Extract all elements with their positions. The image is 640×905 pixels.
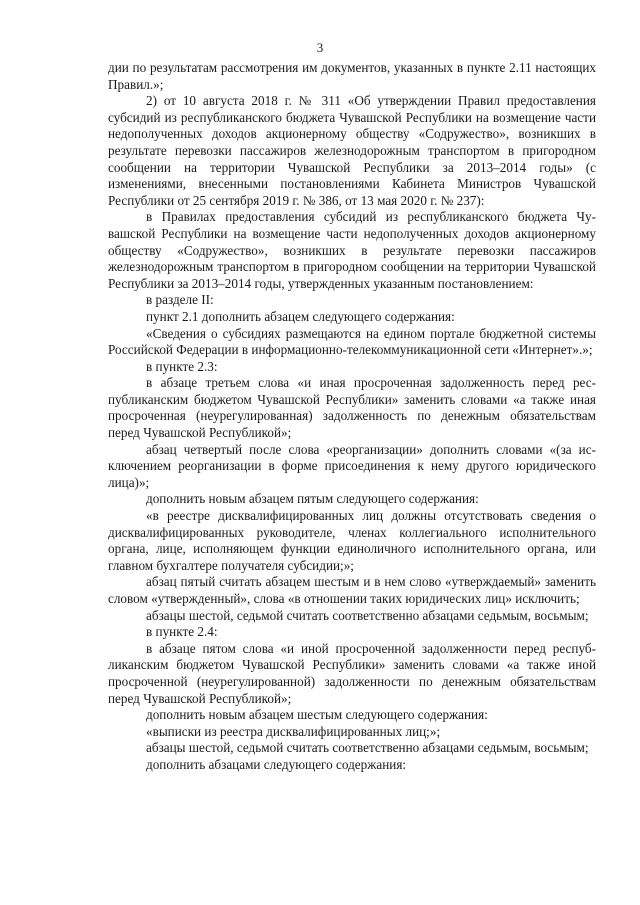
- page-number: 3: [316, 40, 324, 55]
- paragraph: дополнить новым абзацем пятым следующего содержания:: [146, 491, 479, 507]
- paragraph: абзац пятый считать абзацем шестым и в нем слово «утверждаемый» заменить словом «утвержденный», слова «в отношении таких юридических лиц» исключить;: [108, 574, 596, 606]
- paragraph: 2) от 10 августа 2018 г. № 311 «Об утверждении Правил предоставления субсидий из республиканского бюджета Чувашской Республики на возмещение части недополученных доходов акционерному обществу «Содружество», возникших в результате перевозки пассажиров железнодорожным транспортом в пригородном сообщении на территории Чувашской Республики за 2013–2014 годы» (с изменениями, внесенными постановлениями Кабинета Министров Чувашской Республики от 25 сентября 2019 г. № 386, от 13 мая 2020 г. № 237):: [108, 93, 596, 208]
- paragraph: абзац четвертый после слова «реорганизации» дополнить словами «(за исключением реорганизации в форме присоединения к нему другого юридического лица)»;: [108, 441, 596, 490]
- paragraph: в пункте 2.3:: [146, 358, 218, 374]
- paragraph: в абзаце пятом слова «и иной просроченной задолженности перед республиканским бюджетом Чувашской Республики» заменить словами «а также иной просроченной (неурегулированной) задолженности по денежным обязательствам перед Чувашской Республикой»;: [108, 640, 596, 706]
- paragraph: «выписки из реестра дисквалифицированных лиц;»;: [146, 723, 441, 739]
- document-body: [108, 60, 596, 774]
- paragraph: дополнить новым абзацем шестым следующего содержания:: [146, 707, 488, 723]
- paragraph: абзацы шестой, седьмой считать соответственно абзацами седьмым, восьмым;: [146, 607, 589, 623]
- paragraph: «в реестре дисквалифицированных лиц должны отсутствовать сведения о дисквалифицированных руководителе, членах коллегиального исполнительного органа, лице, исполняющем функции единоличного исполнительного органа, или главном бухгалтере получателя субсидии;»;: [108, 508, 596, 573]
- paragraph: дии по результатам рассмотрения им документов, указанных в пункте 2.11 настоящих Правил.»;: [108, 60, 596, 92]
- paragraph: абзацы шестой, седьмой считать соответственно абзацами седьмым, восьмым;: [146, 740, 589, 756]
- paragraph: пункт 2.1 дополнить абзацем следующего содержания:: [146, 308, 455, 324]
- paragraph: дополнить абзацами следующего содержания:: [146, 756, 407, 772]
- paragraph: в Правилах предоставления субсидий из республиканского бюджета Чувашской Республики на возмещение части недополученных доходов акционерному обществу «Содружество», возникших в результате перевозки пассажиров железнодорожным транспортом в пригородном сообщении на территории Чувашской Республики за 2013–2014 годы, утвержденных указанным постановлением:: [108, 209, 596, 291]
- paragraph: в абзаце третьем слова «и иная просроченная задолженность перед республиканским бюджетом Чувашской Республики» заменить словами «а также иная просроченная (неурегулированная) задолженность по денежным обязательствам перед Чувашской Республикой»;: [108, 375, 596, 441]
- paragraph: «Сведения о субсидиях размещаются на едином портале бюджетной системы Российской Федерации в информационно-телекоммуникационной сети «Интернет».»;: [108, 325, 596, 358]
- paragraph: в разделе II:: [146, 292, 214, 308]
- paragraph: в пункте 2.4:: [146, 624, 218, 640]
